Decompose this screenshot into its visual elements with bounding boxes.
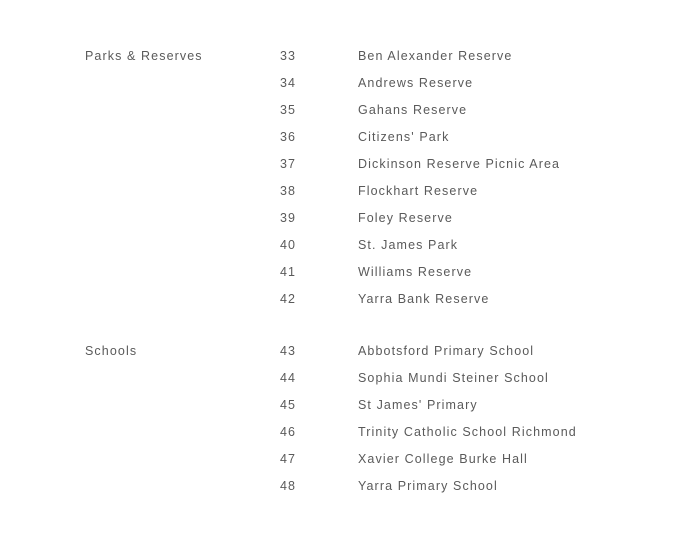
item-name: Flockhart Reserve (358, 184, 479, 198)
item-name: Citizens' Park (358, 130, 450, 144)
list-item (0, 210, 680, 226)
item-name: St James' Primary (358, 398, 478, 412)
item-name: Williams Reserve (358, 265, 473, 279)
item-number: 41 (280, 265, 297, 279)
list-item (0, 102, 680, 118)
item-number: 38 (280, 184, 297, 198)
list-item (0, 75, 680, 91)
list-item (0, 291, 680, 307)
list-item (0, 129, 680, 145)
item-number: 42 (280, 292, 297, 306)
list-item (0, 397, 680, 413)
category-label: Parks & Reserves (85, 49, 203, 63)
item-name: Dickinson Reserve Picnic Area (358, 157, 561, 171)
item-name: Xavier College Burke Hall (358, 452, 528, 466)
list-item (0, 183, 680, 199)
item-number: 45 (280, 398, 297, 412)
item-name: Foley Reserve (358, 211, 453, 225)
item-number: 39 (280, 211, 297, 225)
category-label: Schools (85, 344, 138, 358)
item-number: 44 (280, 371, 297, 385)
item-number: 48 (280, 479, 297, 493)
item-number: 37 (280, 157, 297, 171)
item-name: Yarra Bank Reserve (358, 292, 490, 306)
item-number: 33 (280, 49, 297, 63)
item-number: 36 (280, 130, 297, 144)
item-name: Abbotsford Primary School (358, 344, 535, 358)
list-item (0, 343, 680, 359)
item-number: 46 (280, 425, 297, 439)
item-name: Ben Alexander Reserve (358, 49, 513, 63)
item-name: Trinity Catholic School Richmond (358, 425, 577, 439)
list-item (0, 370, 680, 386)
item-name: Andrews Reserve (358, 76, 474, 90)
list-item (0, 424, 680, 440)
list-item (0, 264, 680, 280)
list-item (0, 156, 680, 172)
item-number: 47 (280, 452, 297, 466)
item-name: St. James Park (358, 238, 459, 252)
list-item (0, 48, 680, 64)
item-number: 35 (280, 103, 297, 117)
item-name: Yarra Primary School (358, 479, 498, 493)
item-name: Sophia Mundi Steiner School (358, 371, 549, 385)
item-number: 34 (280, 76, 297, 90)
item-name: Gahans Reserve (358, 103, 468, 117)
list-item (0, 451, 680, 467)
item-number: 43 (280, 344, 297, 358)
list-item (0, 478, 680, 494)
item-number: 40 (280, 238, 297, 252)
list-item (0, 237, 680, 253)
